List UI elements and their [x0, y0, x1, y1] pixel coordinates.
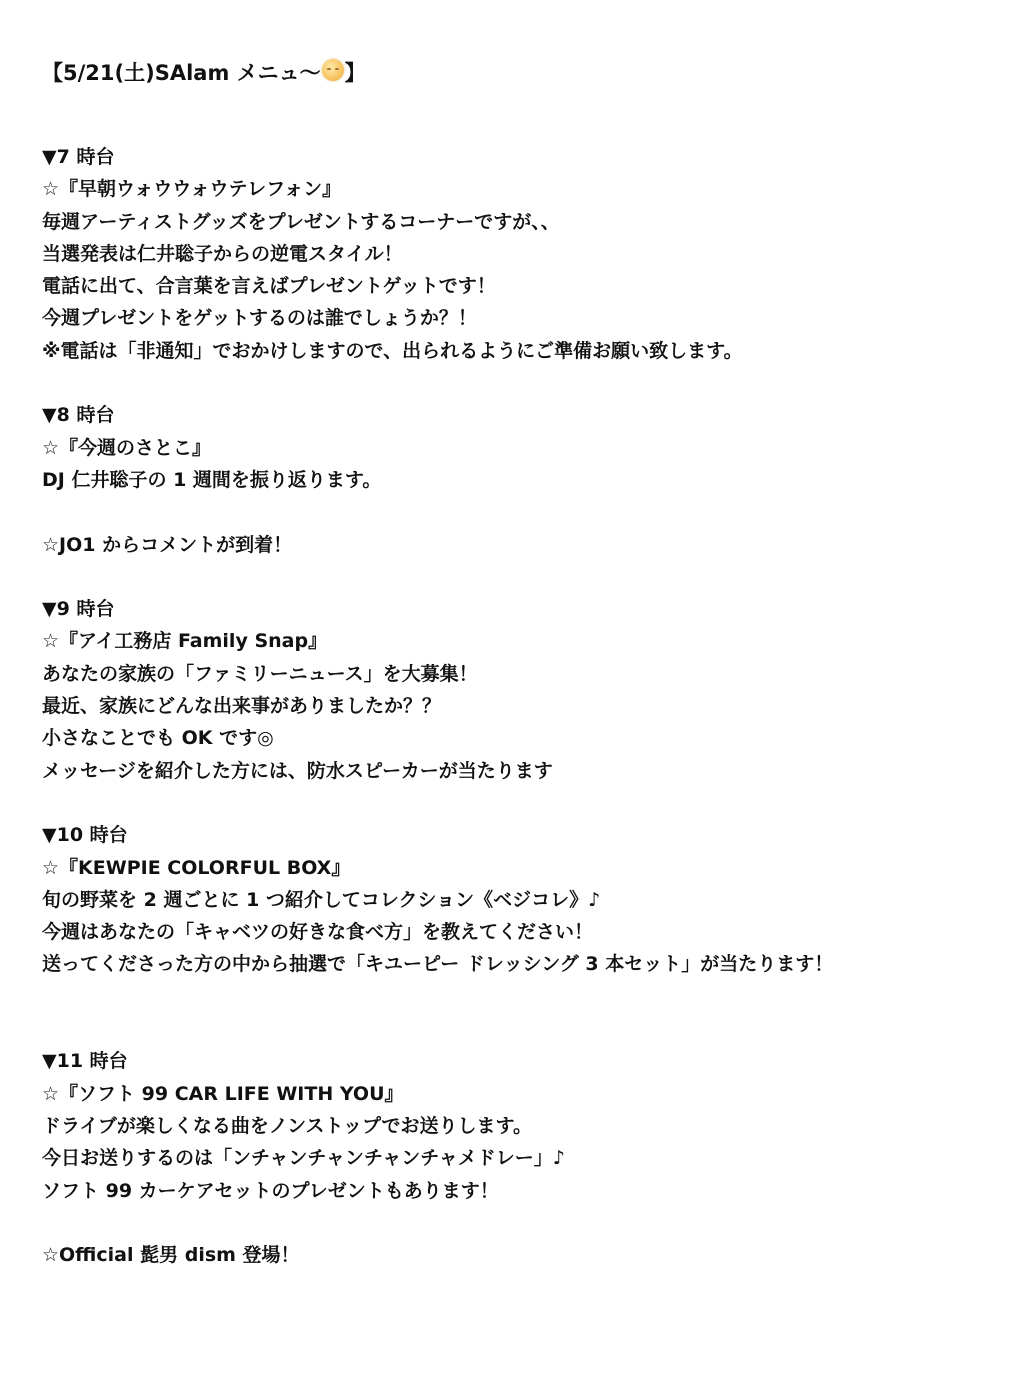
blank-line	[42, 496, 972, 528]
text-line: 今週プレゼントをゲットするのは誰でしょうか？！	[42, 307, 477, 330]
title-text: 【5/21(土)SAlam メニュ～	[42, 61, 321, 85]
text-line: ※電話は「非通知」でおかけしますので、出られるようにご準備お願い致します。	[42, 339, 743, 362]
section-heading: ▼8 時台	[42, 404, 115, 427]
section-heading: ▼9 時台	[42, 598, 115, 621]
text-line: メッセージを紹介した方には、防水スピーカーが当たります	[42, 759, 553, 782]
section-10	[42, 819, 972, 980]
segment-title: ☆『ソフト 99 CAR LIFE WITH YOU』	[42, 1082, 404, 1105]
spacer	[42, 561, 972, 593]
text-line: 今週はあなたの「キャベツの好きな食べ方」を教えてください！	[42, 921, 594, 944]
spacer	[42, 787, 972, 819]
text-line: 旬の野菜を 2 週ごとに 1 つ紹介してコレクション《ベジコレ》♪	[42, 888, 601, 911]
spacer	[42, 981, 972, 1046]
text-line: 送ってくださった方の中から抽選で「キユーピー ドレッシング 3 本セット」が当たります！	[42, 953, 834, 976]
text-line: DJ 仁井聡子の 1 週間を振り返ります。	[42, 468, 382, 491]
text-line: ソフト 99 カーケアセットのプレゼントもあります！	[42, 1179, 499, 1202]
sun-face-icon	[322, 59, 344, 81]
segment-title: ☆『早朝ウォウウォウテレフォン』	[42, 178, 342, 201]
segment-title: ☆JO1 からコメントが到着！	[42, 533, 293, 556]
section-heading: ▼10 時台	[42, 824, 128, 847]
page-title	[42, 58, 972, 88]
section-9	[42, 593, 972, 787]
text-line: ドライブが楽しくなる曲をノンストップでお送りします。	[42, 1114, 533, 1137]
text-line: 最近、家族にどんな出来事がありましたか？？	[42, 695, 442, 718]
segment-title: ☆『今週のさとこ』	[42, 436, 212, 459]
text-line: 今日お送りするのは「ンチャンチャンチャンチャメドレー」♪	[42, 1147, 565, 1170]
blank-line	[42, 1207, 972, 1239]
text-line: 電話に出て、合言葉を言えばプレゼントゲットです！	[42, 275, 496, 298]
segment-title: ☆『アイ工務店 Family Snap』	[42, 630, 328, 653]
section-heading: ▼11 時台	[42, 1050, 128, 1073]
segment-title: ☆『KEWPIE COLORFUL BOX』	[42, 856, 351, 879]
section-7	[42, 141, 972, 367]
section-8	[42, 399, 972, 560]
segment-title: ☆Official 髭男 dism 登場！	[42, 1244, 300, 1267]
section-heading: ▼7 時台	[42, 146, 115, 168]
title-bracket: 】	[344, 61, 366, 85]
text-line: 当選発表は仁井聡子からの逆電スタイル！	[42, 242, 403, 265]
text-line: 毎週アーティストグッズをプレゼントするコーナーですが、、	[42, 210, 560, 233]
section-11	[42, 1045, 972, 1271]
text-line: 小さなことでも OK です◎	[42, 727, 274, 750]
spacer	[42, 367, 972, 399]
text-line: あなたの家族の「ファミリーニュース」を大募集！	[42, 662, 478, 685]
